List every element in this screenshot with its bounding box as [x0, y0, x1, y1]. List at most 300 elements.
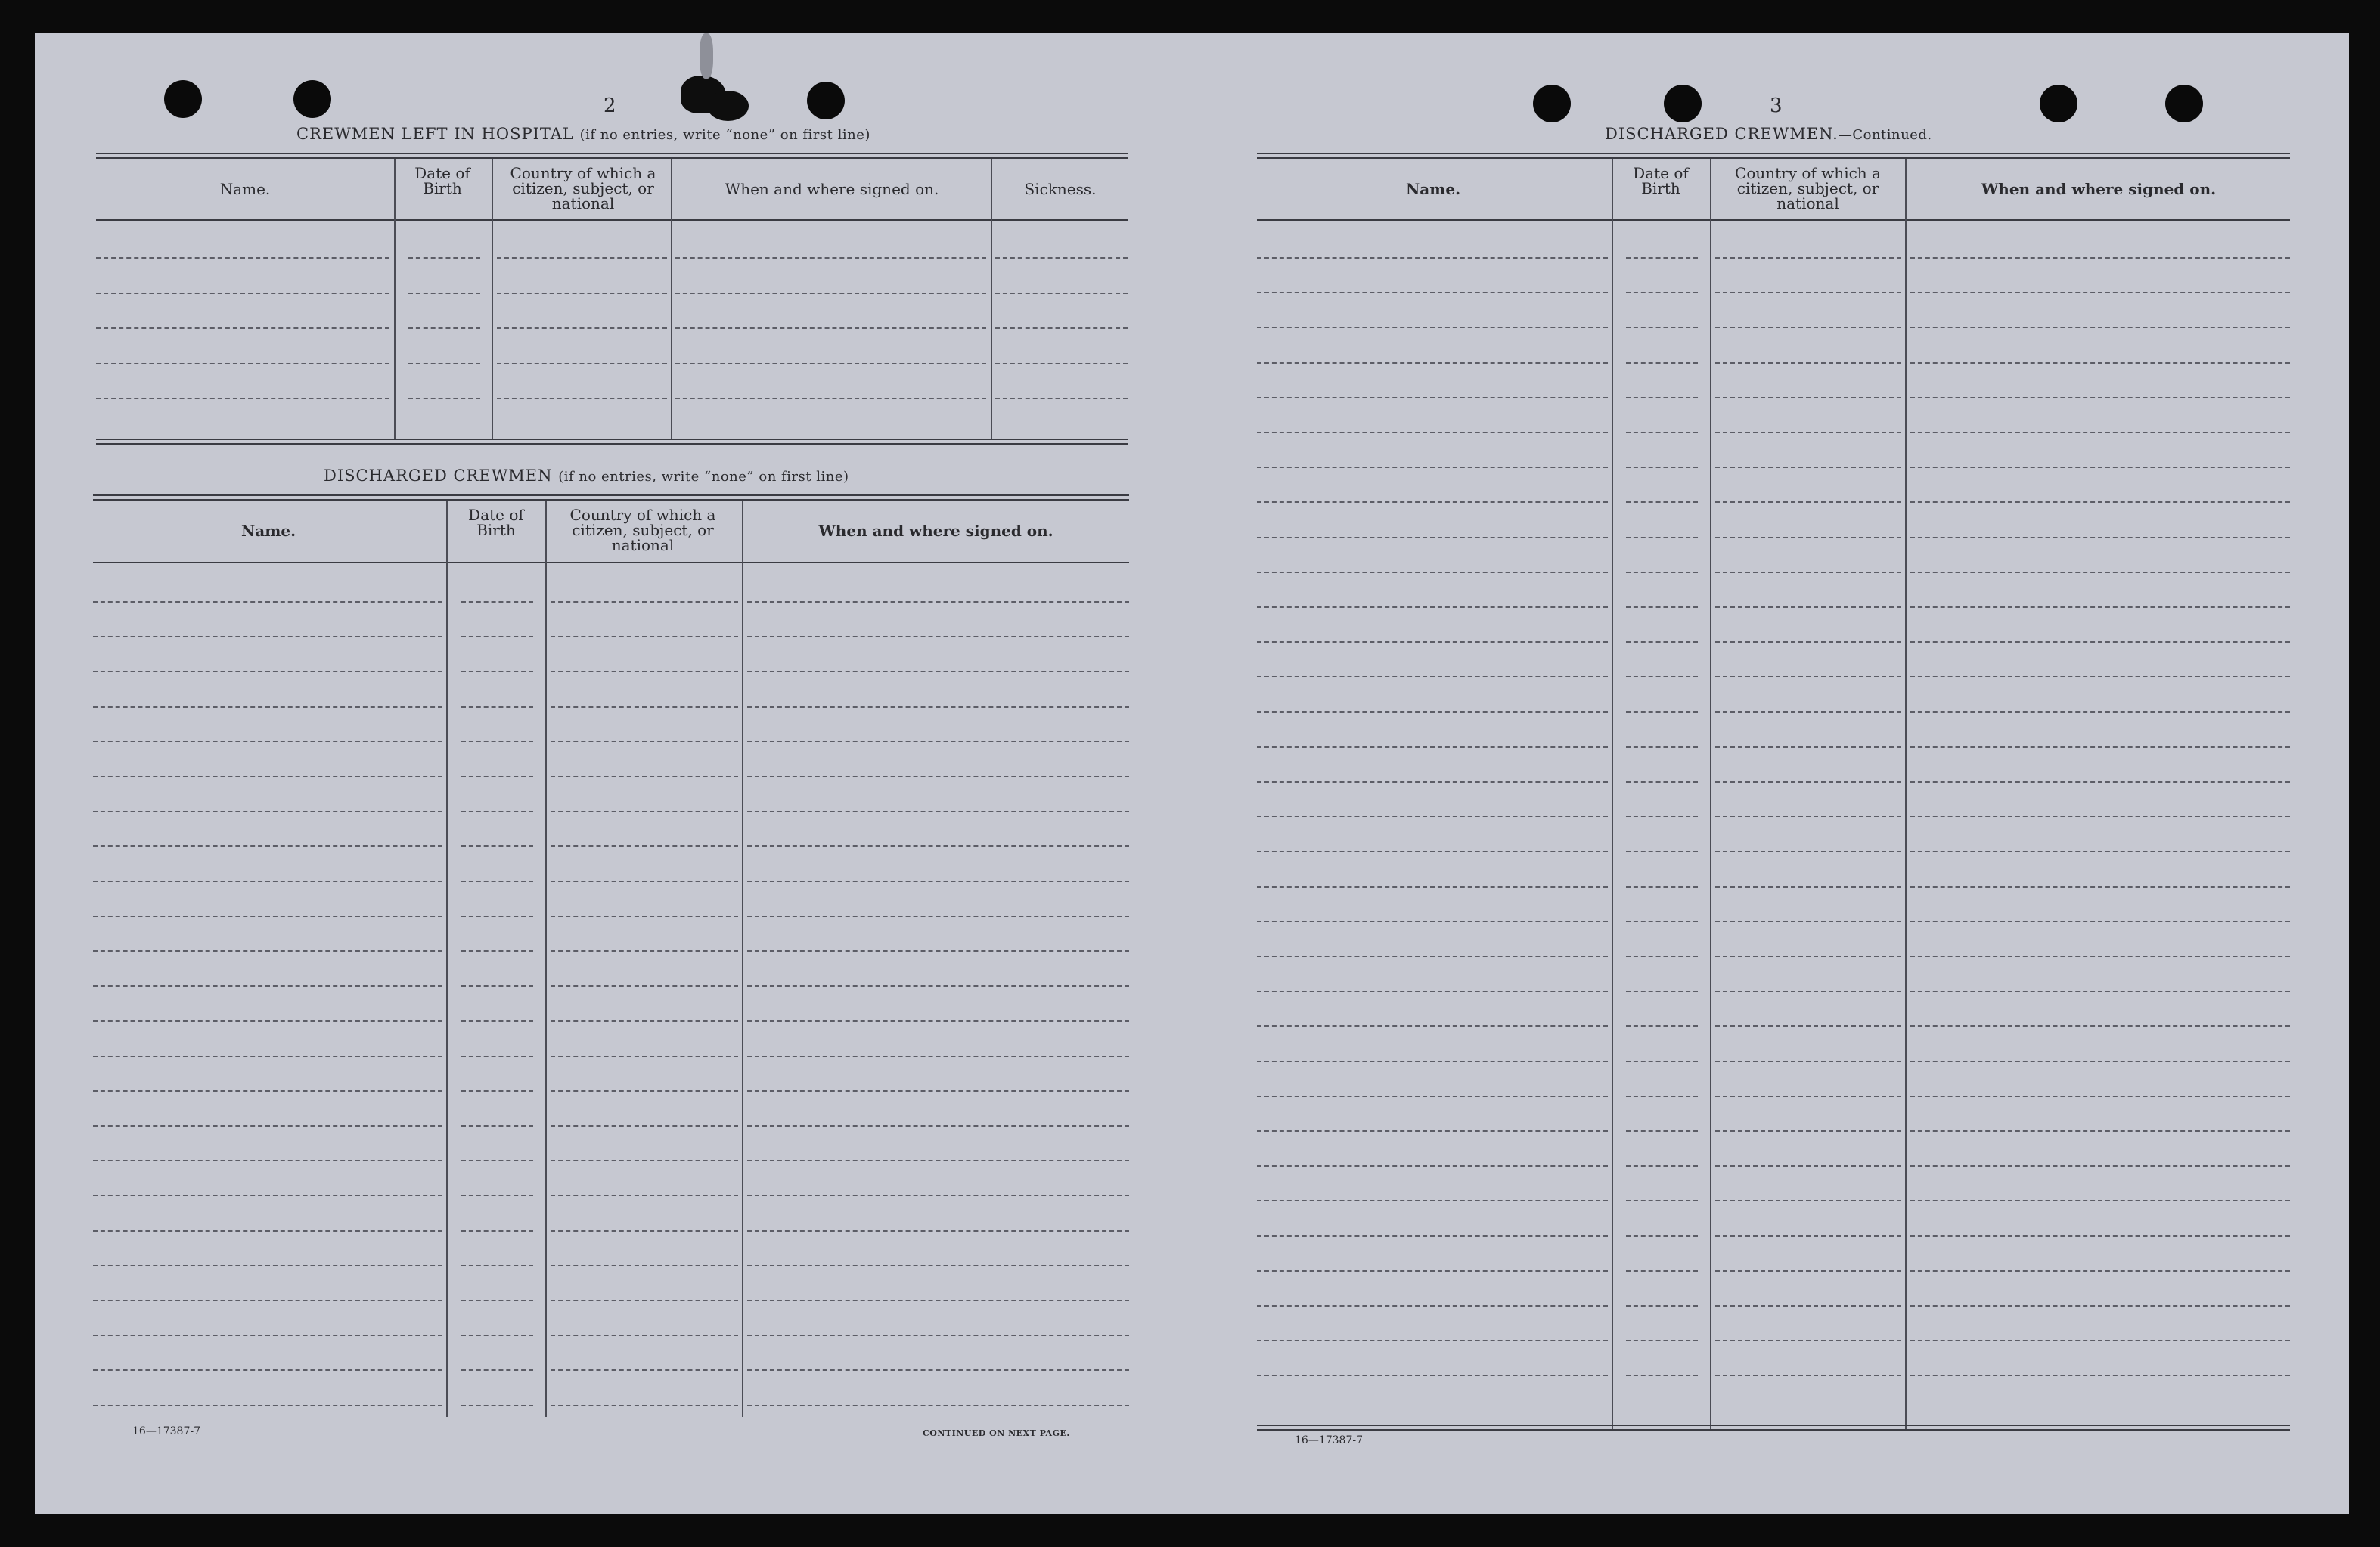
entry-line[interactable] — [461, 1230, 533, 1232]
right-header-rule — [1257, 219, 2290, 221]
entry-line[interactable] — [93, 1020, 442, 1022]
entry-line[interactable] — [1626, 292, 1698, 293]
entry-line[interactable] — [1257, 1096, 1608, 1097]
entry-line[interactable] — [551, 741, 738, 742]
entry-line[interactable] — [995, 363, 1128, 364]
entry-line[interactable] — [1626, 1130, 1698, 1132]
entry-line[interactable] — [93, 1056, 442, 1057]
entry-line[interactable] — [995, 257, 1128, 259]
entry-line[interactable] — [551, 950, 738, 952]
entry-line[interactable] — [1715, 327, 1901, 328]
entry-line[interactable] — [1257, 851, 1608, 852]
entry-line[interactable] — [1910, 362, 2290, 364]
entry-line[interactable] — [747, 601, 1129, 603]
entry-line[interactable] — [1715, 362, 1901, 364]
continued-note: CONTINUED ON NEXT PAGE. — [923, 1428, 1070, 1438]
entry-line[interactable] — [1257, 886, 1608, 888]
discharged-col-divider — [545, 501, 547, 1417]
entry-line[interactable] — [1715, 467, 1901, 468]
continued-title-text: DISCHARGED CREWMEN. — [1605, 125, 1839, 143]
entry-line[interactable] — [1626, 432, 1698, 433]
entry-line[interactable] — [1626, 1025, 1698, 1027]
torn-paper — [707, 91, 749, 121]
entry-line[interactable] — [497, 327, 667, 329]
entry-line[interactable] — [1626, 397, 1698, 398]
entry-line[interactable] — [995, 398, 1128, 399]
entry-line[interactable] — [461, 1195, 533, 1196]
entry-line[interactable] — [1715, 956, 1901, 957]
entry-line[interactable] — [461, 1090, 533, 1092]
hospital-header-name: Name. — [219, 180, 271, 198]
entry-line[interactable] — [747, 1369, 1129, 1371]
entry-line[interactable] — [1910, 1305, 2290, 1307]
entry-line[interactable] — [1715, 537, 1901, 538]
entry-line[interactable] — [1715, 851, 1901, 852]
entry-line[interactable] — [551, 706, 738, 708]
entry-line[interactable] — [1715, 886, 1901, 888]
entry-line[interactable] — [1257, 1270, 1608, 1272]
entry-line[interactable] — [1715, 257, 1901, 259]
entry-line[interactable] — [551, 1335, 738, 1336]
entry-line[interactable] — [551, 985, 738, 987]
discharged-col-divider — [446, 501, 448, 1417]
entry-line[interactable] — [675, 293, 986, 294]
right-header-country: Country of which a citizen, subject, or national — [1735, 164, 1881, 212]
punch-hole — [1533, 85, 1571, 122]
entry-line[interactable] — [747, 1300, 1129, 1301]
entry-line[interactable] — [1257, 572, 1608, 573]
entry-line[interactable] — [551, 1300, 738, 1301]
entry-line[interactable] — [551, 1020, 738, 1022]
entry-line[interactable] — [461, 1020, 533, 1022]
entry-line[interactable] — [1626, 886, 1698, 888]
discharged-title-text: DISCHARGED CREWMEN — [324, 467, 553, 485]
discharged-top-rule — [93, 494, 1129, 501]
entry-line[interactable] — [461, 601, 533, 603]
entry-line[interactable] — [93, 881, 442, 882]
entry-line[interactable] — [1257, 1305, 1608, 1307]
entry-line[interactable] — [1715, 991, 1901, 992]
discharged-header-signed: When and where signed on. — [818, 522, 1053, 540]
entry-line[interactable] — [551, 1090, 738, 1092]
entry-line[interactable] — [1626, 921, 1698, 922]
entry-line[interactable] — [747, 985, 1129, 987]
entry-line[interactable] — [1910, 606, 2290, 608]
entry-line[interactable] — [1626, 851, 1698, 852]
entry-line[interactable] — [1257, 1165, 1608, 1167]
entry-line[interactable] — [551, 1265, 738, 1266]
entry-line[interactable] — [497, 363, 667, 364]
entry-line[interactable] — [1910, 851, 2290, 852]
entry-line[interactable] — [1257, 1025, 1608, 1027]
entry-line[interactable] — [1257, 956, 1608, 957]
entry-line[interactable] — [1626, 676, 1698, 677]
entry-line[interactable] — [93, 1090, 442, 1092]
entry-line[interactable] — [1715, 1270, 1901, 1272]
entry-line[interactable] — [1626, 991, 1698, 992]
entry-line[interactable] — [1626, 537, 1698, 538]
entry-line[interactable] — [1626, 572, 1698, 573]
form-number: 16—17387-7 — [132, 1425, 200, 1437]
entry-line[interactable] — [1910, 327, 2290, 328]
continued-title-suffix: —Continued. — [1838, 127, 1932, 143]
entry-line[interactable] — [93, 1125, 442, 1127]
entry-line[interactable] — [1626, 956, 1698, 957]
entry-line[interactable] — [1257, 711, 1608, 713]
entry-line[interactable] — [408, 293, 480, 294]
hospital-col-divider — [492, 159, 493, 440]
entry-line[interactable] — [1715, 641, 1901, 643]
entry-line[interactable] — [497, 293, 667, 294]
entry-line[interactable] — [747, 1020, 1129, 1022]
entry-line[interactable] — [1626, 816, 1698, 817]
entry-line[interactable] — [1626, 641, 1698, 643]
hospital-col-divider — [991, 159, 992, 440]
entry-line[interactable] — [1715, 1340, 1901, 1341]
entry-line[interactable] — [461, 985, 533, 987]
entry-line[interactable] — [747, 706, 1129, 708]
entry-line[interactable] — [1715, 572, 1901, 573]
page-number: 2 — [604, 95, 616, 117]
entry-line[interactable] — [1626, 327, 1698, 328]
entry-line[interactable] — [747, 916, 1129, 917]
entry-line[interactable] — [1910, 257, 2290, 259]
entry-line[interactable] — [408, 363, 480, 364]
entry-line[interactable] — [1715, 1096, 1901, 1097]
entry-line[interactable] — [1257, 746, 1608, 748]
entry-line[interactable] — [1257, 501, 1608, 503]
entry-line[interactable] — [1715, 606, 1901, 608]
entry-line[interactable] — [1910, 501, 2290, 503]
entry-line[interactable] — [461, 950, 533, 952]
discharged-header-rule — [93, 562, 1129, 563]
entry-line[interactable] — [1715, 746, 1901, 748]
entry-line[interactable] — [408, 327, 480, 329]
entry-line[interactable] — [1257, 1061, 1608, 1062]
entry-line[interactable] — [1910, 1375, 2290, 1376]
right-top-rule — [1257, 153, 2290, 159]
entry-line[interactable] — [461, 1300, 533, 1301]
entry-line[interactable] — [93, 741, 442, 742]
entry-line[interactable] — [93, 671, 442, 672]
entry-line[interactable] — [675, 363, 986, 364]
entry-line[interactable] — [1626, 467, 1698, 468]
right-header-signed: When and where signed on. — [1981, 180, 2217, 198]
entry-line[interactable] — [1910, 537, 2290, 538]
entry-line[interactable] — [1626, 1305, 1698, 1307]
entry-line[interactable] — [1257, 292, 1608, 293]
entry-line[interactable] — [1715, 816, 1901, 817]
entry-line[interactable] — [96, 327, 389, 329]
hospital-title-note: (if no entries, write “none” on first line) — [579, 127, 870, 143]
entry-line[interactable] — [1257, 606, 1608, 608]
entry-line[interactable] — [1715, 501, 1901, 503]
right-col-divider — [1710, 159, 1711, 1429]
entry-line[interactable] — [747, 636, 1129, 637]
entry-line[interactable] — [1715, 781, 1901, 783]
entry-line[interactable] — [461, 741, 533, 742]
entry-line[interactable] — [461, 1265, 533, 1266]
entry-line[interactable] — [1257, 537, 1608, 538]
entry-line[interactable] — [1715, 921, 1901, 922]
entry-line[interactable] — [1626, 1340, 1698, 1341]
entry-line[interactable] — [1715, 1235, 1901, 1237]
entry-line[interactable] — [461, 671, 533, 672]
entry-line[interactable] — [1715, 292, 1901, 293]
entry-line[interactable] — [1910, 886, 2290, 888]
entry-line[interactable] — [1257, 1130, 1608, 1132]
entry-line[interactable] — [747, 1195, 1129, 1196]
entry-line[interactable] — [1257, 327, 1608, 328]
entry-line[interactable] — [1626, 1235, 1698, 1237]
entry-line[interactable] — [551, 1195, 738, 1196]
right-col-divider — [1612, 159, 1613, 1429]
entry-line[interactable] — [1715, 1200, 1901, 1201]
entry-line[interactable] — [93, 1369, 442, 1371]
entry-line[interactable] — [675, 327, 986, 329]
entry-line[interactable] — [1910, 956, 2290, 957]
entry-line[interactable] — [1715, 1375, 1901, 1376]
entry-line[interactable] — [551, 1160, 738, 1161]
entry-line[interactable] — [93, 916, 442, 917]
entry-line[interactable] — [461, 1405, 533, 1406]
entry-line[interactable] — [1910, 921, 2290, 922]
entry-line[interactable] — [551, 671, 738, 672]
entry-line[interactable] — [747, 950, 1129, 952]
hospital-header-rule — [96, 219, 1128, 221]
entry-line[interactable] — [1257, 921, 1608, 922]
entry-line[interactable] — [1626, 362, 1698, 364]
entry-line[interactable] — [96, 257, 389, 259]
entry-line[interactable] — [1910, 1130, 2290, 1132]
entry-line[interactable] — [747, 1265, 1129, 1266]
entry-line[interactable] — [1715, 432, 1901, 433]
entry-line[interactable] — [1626, 1375, 1698, 1376]
entry-line[interactable] — [1626, 781, 1698, 783]
right-header-dob: Date of Birth — [1633, 164, 1689, 197]
entry-line[interactable] — [461, 881, 533, 882]
entry-line[interactable] — [1257, 1375, 1608, 1376]
entry-line[interactable] — [93, 636, 442, 637]
entry-line[interactable] — [1910, 467, 2290, 468]
entry-line[interactable] — [1626, 501, 1698, 503]
entry-line[interactable] — [1910, 676, 2290, 677]
hospital-header-country: Country of which a citizen, subject, or national — [510, 164, 656, 212]
entry-line[interactable] — [408, 257, 480, 259]
entry-line[interactable] — [747, 1160, 1129, 1161]
entry-line[interactable] — [747, 881, 1129, 882]
entry-line[interactable] — [1257, 1340, 1608, 1341]
entry-line[interactable] — [1257, 432, 1608, 433]
entry-line[interactable] — [1910, 781, 2290, 783]
entry-line[interactable] — [1626, 711, 1698, 713]
entry-line[interactable] — [551, 916, 738, 917]
entry-line[interactable] — [1626, 1165, 1698, 1167]
entry-line[interactable] — [1715, 676, 1901, 677]
entry-line[interactable] — [1257, 362, 1608, 364]
entry-line[interactable] — [1715, 1130, 1901, 1132]
continued-section-title — [1605, 125, 1932, 143]
entry-line[interactable] — [1257, 397, 1608, 398]
hospital-col-divider — [394, 159, 396, 440]
entry-line[interactable] — [96, 398, 389, 399]
entry-line[interactable] — [93, 706, 442, 708]
entry-line[interactable] — [1910, 1096, 2290, 1097]
entry-line[interactable] — [1257, 781, 1608, 783]
entry-line[interactable] — [1626, 1061, 1698, 1062]
entry-line[interactable] — [551, 636, 738, 637]
entry-line[interactable] — [461, 706, 533, 708]
entry-line[interactable] — [551, 1405, 738, 1406]
entry-line[interactable] — [995, 327, 1128, 329]
entry-line[interactable] — [747, 1056, 1129, 1057]
entry-line[interactable] — [747, 776, 1129, 777]
entry-line[interactable] — [461, 1125, 533, 1127]
hospital-bottom-rule — [96, 439, 1128, 445]
punch-hole — [1664, 85, 1702, 122]
entry-line[interactable] — [1910, 572, 2290, 573]
entry-line[interactable] — [93, 1265, 442, 1266]
entry-line[interactable] — [1715, 1165, 1901, 1167]
entry-line[interactable] — [461, 776, 533, 777]
entry-line[interactable] — [1257, 467, 1608, 468]
entry-line[interactable] — [93, 776, 442, 777]
entry-line[interactable] — [1910, 1235, 2290, 1237]
entry-line[interactable] — [1910, 991, 2290, 992]
entry-line[interactable] — [747, 671, 1129, 672]
entry-line[interactable] — [1626, 1270, 1698, 1272]
entry-line[interactable] — [1257, 641, 1608, 643]
entry-line[interactable] — [1715, 1061, 1901, 1062]
entry-line[interactable] — [497, 257, 667, 259]
hospital-header-sickness: Sickness. — [1024, 180, 1097, 198]
entry-line[interactable] — [1626, 746, 1698, 748]
entry-line[interactable] — [1257, 257, 1608, 259]
entry-line[interactable] — [551, 601, 738, 603]
hospital-header-dob: Date of Birth — [414, 164, 470, 197]
entry-line[interactable] — [1910, 641, 2290, 643]
entry-line[interactable] — [995, 293, 1128, 294]
entry-line[interactable] — [1910, 1025, 2290, 1027]
entry-line[interactable] — [1257, 1200, 1608, 1201]
entry-line[interactable] — [461, 636, 533, 637]
entry-line[interactable] — [497, 398, 667, 399]
entry-line[interactable] — [551, 1230, 738, 1232]
entry-line[interactable] — [1910, 816, 2290, 817]
right-col-divider — [1905, 159, 1907, 1429]
entry-line[interactable] — [93, 1405, 442, 1406]
page-number: 3 — [1770, 95, 1783, 117]
entry-line[interactable] — [1626, 1096, 1698, 1097]
entry-line[interactable] — [747, 1125, 1129, 1127]
entry-line[interactable] — [1257, 991, 1608, 992]
entry-line[interactable] — [93, 601, 442, 603]
entry-line[interactable] — [747, 1335, 1129, 1336]
hospital-top-rule — [96, 153, 1128, 159]
entry-line[interactable] — [1910, 1200, 2290, 1201]
entry-line[interactable] — [551, 1125, 738, 1127]
entry-line[interactable] — [461, 1369, 533, 1371]
entry-line[interactable] — [1715, 397, 1901, 398]
entry-line[interactable] — [1910, 711, 2290, 713]
entry-line[interactable] — [93, 1335, 442, 1336]
entry-line[interactable] — [93, 1160, 442, 1161]
entry-line[interactable] — [1910, 746, 2290, 748]
entry-line[interactable] — [1715, 711, 1901, 713]
entry-line[interactable] — [1626, 606, 1698, 608]
entry-line[interactable] — [1257, 816, 1608, 817]
entry-line[interactable] — [93, 811, 442, 812]
entry-line[interactable] — [96, 293, 389, 294]
entry-line[interactable] — [93, 1300, 442, 1301]
entry-line[interactable] — [1910, 1061, 2290, 1062]
entry-line[interactable] — [93, 845, 442, 847]
entry-line[interactable] — [1910, 1270, 2290, 1272]
entry-line[interactable] — [461, 916, 533, 917]
entry-line[interactable] — [675, 398, 986, 399]
punch-hole — [807, 82, 845, 119]
entry-line[interactable] — [551, 1056, 738, 1057]
hospital-title-text: CREWMEN LEFT IN HOSPITAL — [296, 125, 574, 143]
entry-line[interactable] — [1626, 1200, 1698, 1201]
discharged-header-dob: Date of Birth — [468, 506, 524, 539]
form-number: 16—17387-7 — [1295, 1434, 1363, 1446]
entry-line[interactable] — [461, 1056, 533, 1057]
entry-line[interactable] — [551, 845, 738, 847]
entry-line[interactable] — [461, 845, 533, 847]
entry-line[interactable] — [551, 1369, 738, 1371]
entry-line[interactable] — [1910, 397, 2290, 398]
entry-line[interactable] — [1626, 257, 1698, 259]
entry-line[interactable] — [1910, 1340, 2290, 1341]
entry-line[interactable] — [747, 1230, 1129, 1232]
entry-line[interactable] — [1715, 1305, 1901, 1307]
entry-line[interactable] — [551, 881, 738, 882]
punch-hole — [2040, 85, 2077, 122]
entry-line[interactable] — [747, 741, 1129, 742]
entry-line[interactable] — [1910, 292, 2290, 293]
entry-line[interactable] — [747, 1090, 1129, 1092]
hospital-section-title — [296, 125, 870, 143]
entry-line[interactable] — [1715, 1025, 1901, 1027]
entry-line[interactable] — [408, 398, 480, 399]
entry-line[interactable] — [93, 1195, 442, 1196]
entry-line[interactable] — [461, 1160, 533, 1161]
entry-line[interactable] — [1910, 432, 2290, 433]
entry-line[interactable] — [96, 363, 389, 364]
entry-line[interactable] — [747, 1405, 1129, 1406]
entry-line[interactable] — [1257, 1235, 1608, 1237]
entry-line[interactable] — [461, 1335, 533, 1336]
entry-line[interactable] — [747, 845, 1129, 847]
punch-hole — [2165, 85, 2203, 122]
entry-line[interactable] — [675, 257, 986, 259]
entry-line[interactable] — [1257, 676, 1608, 677]
discharged-section-title — [324, 467, 849, 485]
entry-line[interactable] — [93, 1230, 442, 1232]
entry-line[interactable] — [93, 985, 442, 987]
right-header-name: Name. — [1405, 180, 1461, 198]
entry-line[interactable] — [461, 811, 533, 812]
right-bottom-rule — [1257, 1425, 2290, 1431]
entry-line[interactable] — [1910, 1165, 2290, 1167]
entry-line[interactable] — [93, 950, 442, 952]
torn-paper — [700, 33, 713, 79]
discharged-header-country: Country of which a citizen, subject, or national — [569, 506, 716, 554]
entry-line[interactable] — [551, 776, 738, 777]
entry-line[interactable] — [551, 811, 738, 812]
entry-line[interactable] — [747, 811, 1129, 812]
